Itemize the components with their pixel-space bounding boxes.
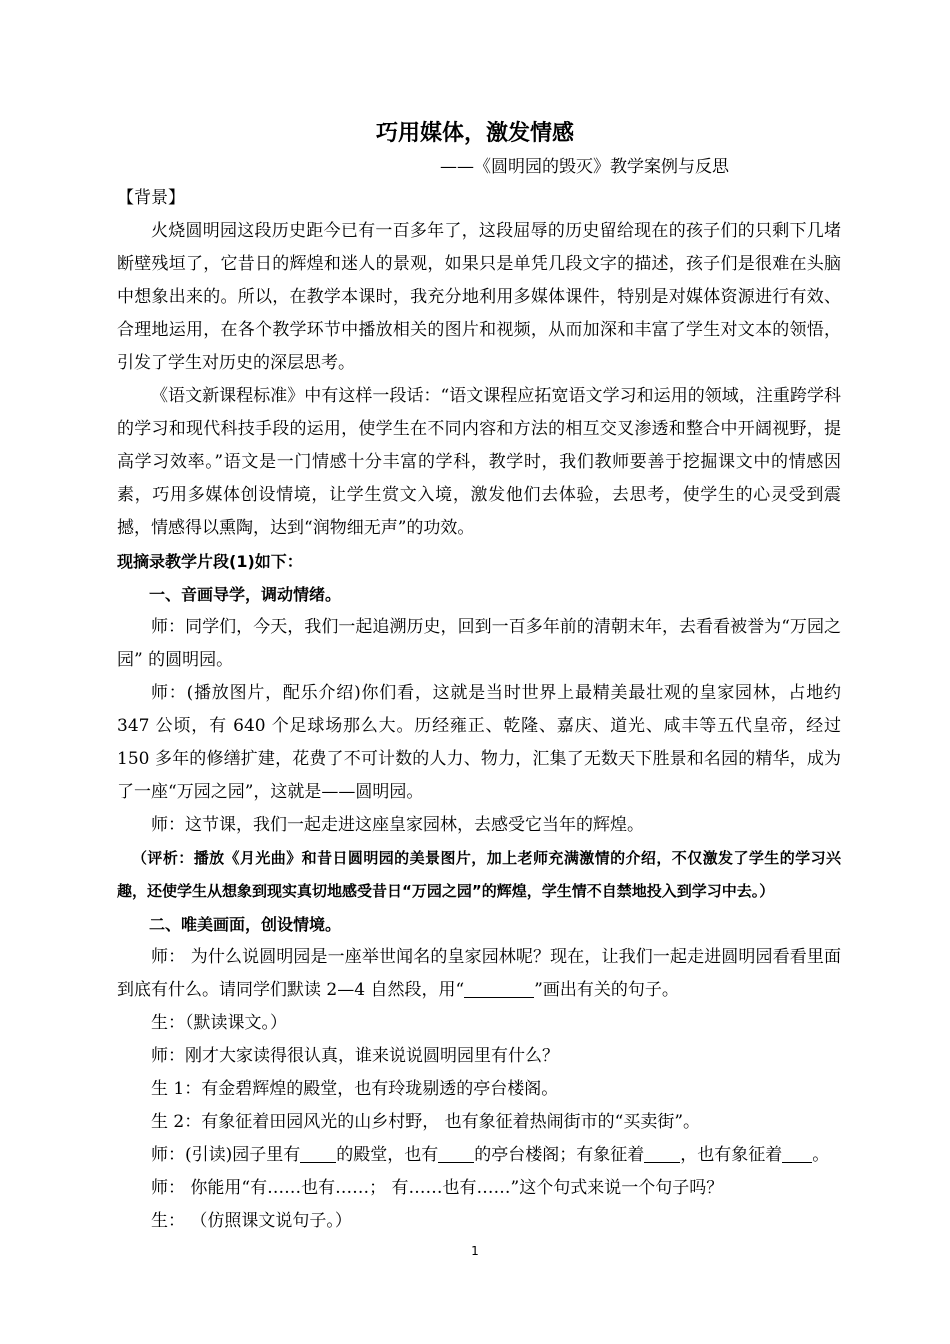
background-paragraph-1: 火烧圆明园这段历史距今已有一百多年了，这段屈辱的历史留给现在的孩子们的只剩下几堵断壁残垣了，它昔日的辉煌和迷人的景观，如果只是单凭几段文字的描述，孩子们是很难在头脑中想象出来的。所以，在教学本课时，我充分地利用多媒体课件，特别是对媒体资源进行有效、合理地运用，在各个教学环节中播放相关的图片和视频，从而加深和丰富了学生对文本的领悟，引发了学生对历史的深层思考。 (117, 221, 841, 373)
teacher-line-3: 师：这节课，我们一起走进这座皇家园林，去感受它当年的辉煌。 (151, 815, 644, 835)
teacher-line-5: 师：刚才大家读得很认真，谁来说说圆明园里有什么？ (151, 1046, 559, 1066)
teacher-line-6-part-d: ，也有象征着 (680, 1145, 783, 1165)
student-line-4: 生： （仿照课文说句子。） (151, 1211, 352, 1231)
document-title: 巧用媒体，激发情感 (375, 121, 574, 146)
document-body (117, 182, 841, 1238)
teacher-line-6-part-b: 的殿堂，也有 (336, 1145, 439, 1165)
teacher-line-1: 师：同学们，今天，我们一起追溯历史，回到一百多年前的清朝末年，去看看被誉为“万园之园” 的圆明园。 (117, 617, 841, 670)
student-line-3: 生 2：有象征着田园风光的山乡村野， 也有象征着热闹街市的“买卖街”。 (151, 1112, 701, 1132)
excerpt-heading: 现摘录教学片段(1)如下： (117, 552, 303, 571)
teacher-line-7: 师： 你能用“有……也有……； 有……也有……”这个句式来说一个句子吗？ (151, 1178, 724, 1198)
fill-blank-2 (438, 1145, 474, 1163)
teacher-line-6 (117, 1139, 841, 1172)
part-two-heading: 二、唯美画面，创设情境。 (149, 915, 342, 934)
teacher-line-6-part-c: 的亭台楼阁；有象征着 (474, 1145, 645, 1165)
teacher-line-4-end: ”画出有关的句子。 (534, 980, 679, 1000)
teacher-line-6-part-a: 师：(引读)园子里有 (151, 1145, 301, 1165)
underline-blank (464, 980, 534, 998)
teacher-line-6-part-e: 。 (812, 1145, 830, 1165)
section-heading-background: 【背景】 (117, 188, 185, 208)
part-one-heading: 一、音画导学，调动情绪。 (149, 585, 342, 604)
teacher-line-2: 师：(播放图片，配乐介绍)你们看，这就是当时世界上最精美最壮观的皇家园林，占地约 347 公顷，有 640 个足球场那么大。历经雍正、乾隆、嘉庆、道光、咸丰等五代皇帝，经过 150 多年的修缮扩建，花费了不可计数的人力、物力，汇集了无数天下胜景和名园的精华，成为了一座“万园之园”，这就是——圆明园。 (117, 683, 841, 802)
fill-blank-1 (300, 1145, 336, 1163)
teacher-line-4 (117, 941, 841, 1007)
page-number: 1 (471, 1244, 479, 1258)
student-line-1: 生：（默读课文。） (151, 1013, 287, 1033)
commentary-1: （评析：播放《月光曲》和昔日圆明园的美景图片，加上老师充满激情的介绍，不仅激发了学生的学习兴趣，还使学生从想象到现实真切地感受昔日“万园之园”的辉煌，学生情不自禁地投入到学习中去。） (117, 849, 841, 900)
document-subtitle: ——《圆明园的毁灭》教学案例与反思 (440, 157, 729, 177)
fill-blank-4 (782, 1145, 812, 1163)
fill-blank-3 (644, 1145, 680, 1163)
background-paragraph-2: 《语文新课程标准》中有这样一段话：“语文课程应拓宽语文学习和运用的领域，注重跨学科的学习和现代科技手段的运用，使学生在不同内容和方法的相互交叉渗透和整合中开阔视野，提高学习效率。”语文是一门情感十分丰富的学科，教学时，我们教师要善于挖掘课文中的情感因素，巧用多媒体创设情境，让学生赏文入境，激发他们去体验，去思考，使学生的心灵受到震撼，情感得以熏陶，达到“润物细无声”的功效。 (117, 386, 841, 538)
teacher-line-4-start: 师： 为什么说圆明园是一座举世闻名的皇家园林呢？现在，让我们一起走进圆明园看看里面到底有什么。请同学们默读 2—4 自然段，用“ (117, 947, 841, 1000)
student-line-2: 生 1：有金碧辉煌的殿堂，也有玲珑剔透的亭台楼阁。 (151, 1079, 559, 1099)
